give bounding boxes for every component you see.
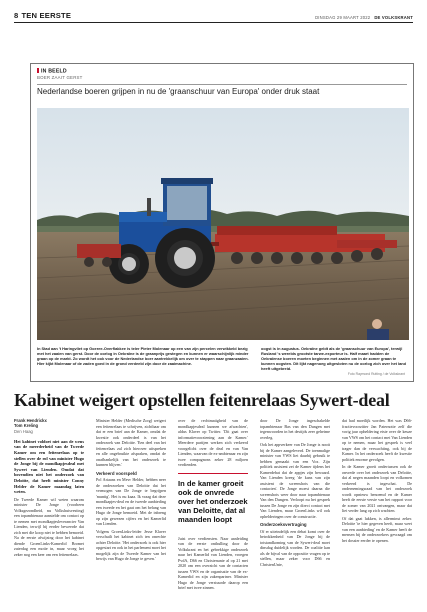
- paragraph: Of er uiteindelijk een debat komt over de betrokkenheid van De Jonge bij de totstandkoming van de Sywert-deal moet dinsdag duidelijk worden. De coalitie kan als de bijval van de oppositie vragen op te stellen, maar zeker voor D66 en ChristenUnie,: [260, 528, 330, 567]
- article-column-1: [14, 418, 84, 612]
- header-rule: [14, 22, 413, 23]
- dateline: [315, 15, 413, 20]
- article-lead: Het kabinet voldoet niet aan de wens van de meerderheid van de Tweede Kamer om een feitenrelaas op te stellen over de rol van minister Hugo de Jonge bij de mondkapjesdeal met Sywert van Lienden. Omdat dat bovendien niet het onderzoek van Deloitte, dat heeft minister Conny Helder de Kamer maandag laten weten.: [14, 438, 84, 495]
- page-number: 8: [14, 11, 19, 20]
- article-column-5: [342, 418, 412, 612]
- article-column-4: [260, 418, 330, 612]
- pull-quote: In de kamer groeit ook de onvrede over het onderzoek van Deloitte, dat al maanden loopt: [178, 473, 248, 530]
- tractor-photo-illustration: [37, 108, 409, 340]
- paragraph: Pol Ariaans en Mevr Helder, hebben neer de onderzoeken van Deloitte dat het vermogen van De Jonge te begrijpen 'muntig'. Het is nu kaaa. Ik vraag dat deze mondkapjes-deal en de tweede aanbieding een tweede en het gaat om het belang van Hugo de Jonge bemoeid. Met de inbreng op zijn gewezen cijfers en het Kamerlid van Lienden.: [96, 477, 166, 526]
- paragraph: door De Jonge ingeschakelde topambtenaar Bas van den Dungen met tegenwoorden in het destijds zeer geheime overleg.: [260, 418, 330, 440]
- page-header: [14, 6, 413, 20]
- byline: [14, 418, 84, 434]
- intertitle: Onderzoeksvertraging: [260, 522, 307, 527]
- byline-place: Den Haag: [14, 428, 33, 434]
- in-beeld-label-text: IN BEELD: [41, 68, 67, 75]
- paragraph: De Tweede Kamer wil weten waarom minister De Jonge (voorheen Volksgezondheid, nu Volkshuisvesting) een topambtenaar aanstelde om contact op te nemen met mondkapjesleverancier Van Lienden, terwijl hij eerder beweerde dat zich met die koop niet te hebben bemoeid. Na de eerste afwijzing door het kabinet diende GroenLinks-Kamerlid Bromet zaterdag een motie in, maar vroeg het zeker nog een keer om een feitenrelaas.: [14, 496, 84, 557]
- paragraph: In de Kamer groeit ondertussen ook de onvrede over het onderzoek van Deloitte, dat al negen maanden loopt en volkomen verkeerd is ingeschat. De ondernemingsraad van het onderzoek wordt opnieuw benoemd en de Kamer heeft de eerste versie van het rapport voor de zomer van 2021 ontvangen, maar dat liet verder lang op zich wachten.: [342, 464, 412, 513]
- article-body: [14, 418, 413, 612]
- date-text: DINSDAG 29 MAART 2022: [315, 15, 371, 20]
- in-beeld-subtitle: BOER ZAAIT GERST: [37, 75, 83, 80]
- article-headline: Kabinet weigert opstellen feitenrelaas Sywert-deal: [14, 390, 390, 410]
- paragraph: Volgens GroenLinks-leider Jesse Klaver verschuilt het kabinet zich ten onrechte achter Deloitte. 'Het onderzoek is ook hier opgestart en ook in het parlement moet het mogelijk zijn de Tweede Kamer van het bewijs van Hugo de Jonge te geven.': [96, 528, 166, 561]
- paragraph: over de rechtmatigheid van de mondkapjesdeal kunnen we afwachten', aldus Klaver op Twitter. 'Dit gaat over informatievoorziening aan de Kamer.' Meerdere partijen werken zich verkeerd voorgelicht over de deal en van Van Lienden, waarvan de ex-ambtenaar en zijn twee compagnons zeker 28 miljoen verdienden.: [178, 418, 248, 467]
- section-label: [14, 11, 71, 20]
- byline-name: Frank Hendrickx: [14, 418, 47, 423]
- in-beeld-headline: Nederlandse boeren grijpen in nu de 'graanschuur van Europa' onder druk staat: [37, 87, 320, 96]
- brand-name: DE VOLKSKRANT: [374, 15, 413, 20]
- in-beeld-label: [37, 68, 67, 75]
- photo-caption-left: [37, 346, 249, 366]
- paragraph: Juist over verdiensten. Naar aanleiding van de eerste onthulling door de Volkskrant en het gebrekkige onderzoek naar het Kamerlid van Lienden, vroegen PvdA, D66 en Christenunie al op 21 mei 2020 om een overzicht van de contacten tussen VWS en de organisatie van de ex-Kamerlid en zijn zakenpartner. Minister Hugo de Jonge verstuurde daarop een brief met twee zinnen.: [178, 535, 248, 591]
- article-column-2: [96, 418, 166, 612]
- caption-right-text: oogst is in augustus. Oekraïne geldt als de 'graanschuur van Europa', terwijl Rusland 's werelds grootste tarwe-exporteur is. Half maart hadden de Oekraïense boeren moeten beginnen met zaaien om in de zomer graan te kunnen oogsten. Dit lijkt nagenoeg uitgesloten nu de oorlog zich over het land heeft uitgebreid.: [261, 346, 407, 371]
- paragraph: Minister Helder (Medische Zorg) weigert een feitenrelaas te schrijven, zichtbaar om dat er een brief aan de Kamer, omdat de kwestie ook onderdeel is van het onderzoek van Deloitte. 'Een deel van het feitenrelaas zal zich hierover uitspreken en alle ongebruikte afspraken, omdat de onafhankelijk van het onderzoek te kunnen blijven.': [96, 418, 166, 467]
- caption-left-text: In Stad aan 't Haringvliet op Goeree-Overflakkee is teler Pieter Molenaar op een van zijn percelen verwikkeld bezig met het zaaien van gerst. Door de oorlog in Oekraïne is de graanprijs gestegen en kunnen er waarschijnlijk minder graan op de markt. Zo wordt het ook voor de Nederlandse boer aantrekkelijk om over te stappen naar graanzaaien. Hier kijkt Molenaar of de zaden goed in de grond verdeeld zijn door de zaaimachine.: [37, 346, 249, 366]
- byline-name: Tom Kreling: [14, 423, 39, 429]
- in-beeld-rule: [37, 84, 407, 85]
- photo-caption-right: [261, 346, 407, 371]
- paragraph: dat had moeilijk worden. Het was D66-fractievoorzitter Jan Paternotte zelf die vorig jaar opheldering eiste over de keuze van VWS om het contact met Van Lienden op te nemen, maar het gesprek is veel trager dan de verwachting, ook bij de Kamer. In het onderzoek heeft de kwestie politiek enorme gevolgen.: [342, 418, 412, 462]
- in-beeld-box: [30, 63, 414, 382]
- photo-credit: Foto Raymond Rutting / de Volkskrant: [347, 372, 405, 376]
- section-name: TEN EERSTE: [21, 11, 72, 20]
- tractor-photo: [37, 108, 409, 340]
- intertitle: Verkeerd voorspeld: [96, 470, 137, 476]
- article-column-3: [178, 418, 248, 612]
- paragraph: Ook het appverkeer van De Jonge is nooit bij de Kamer aangeleverd. De toenmalige minister van VWS liet daarbij gebruik te hebben gemaakt van een Vox. Zijn politiek assistent zei de Kamer tijdens het Kamerdebat dat de appjes zijn bewaard. Van Lienden kreeg 'de kans van zijn assistent de screenshots van die contacten'. De Jonge moest daarna die screenshots weer door naar topambtenaar Van den Dungen. Verloopt nu het gesprek tussen De Jonge en zijn direct contact met Van Lienden, maar GroenLinks wil ook ophelderingen over de constructie.: [260, 442, 330, 519]
- paragraph: Of dat gaat lukken, is allerminst zeker. Deloitte 'te hier gegeven heeft, maar weet van een aanbieding' en de Kamer heeft de mensen bij de onderzoekers gevraagd om het dossier eerder te openen.: [342, 515, 412, 543]
- label-bar: [37, 68, 39, 73]
